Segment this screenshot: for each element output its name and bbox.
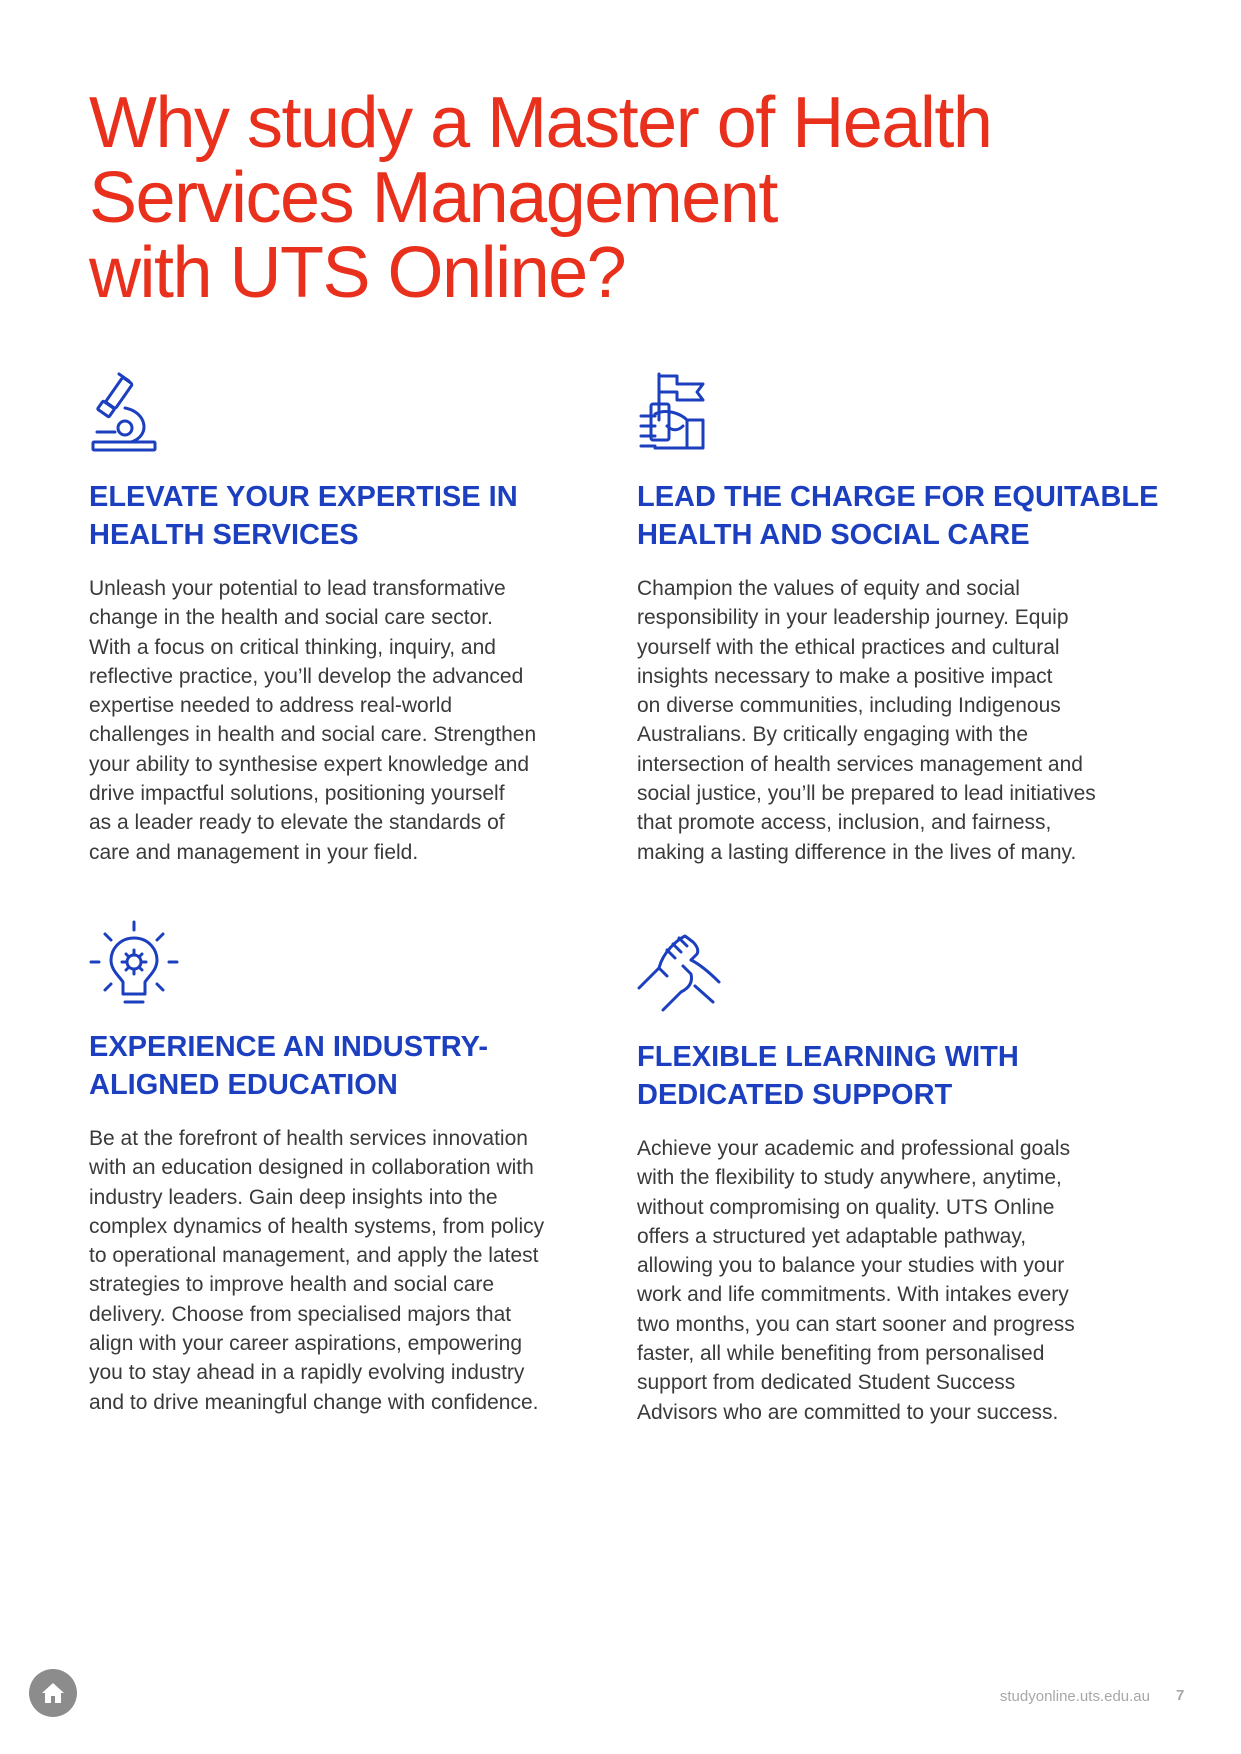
body-line: delivery. Choose from specialised majors that [89, 1302, 512, 1326]
body-line: strategies to improve health and social care [89, 1273, 495, 1297]
body-line: offers a structured yet adaptable pathway, [637, 1224, 1027, 1248]
body-line: with an education designed in collaboration with [89, 1156, 534, 1180]
heading-line: FLEXIBLE LEARNING WITH [637, 1041, 1019, 1073]
body-line: support from dedicated Student Success [637, 1371, 1016, 1395]
body-line: making a lasting difference in the lives of many. [637, 840, 1077, 864]
body-line: Be at the forefront of health services innovation [89, 1127, 528, 1150]
heading-line: HEALTH AND SOCIAL CARE [637, 519, 1030, 551]
body-line: change in the health and social care sector. [89, 606, 493, 630]
body-line: reflective practice, you’ll develop the advanced [89, 664, 524, 688]
body-line: with the flexibility to study anywhere, anytime, [637, 1166, 1062, 1190]
lightbulb-gear-icon [89, 920, 189, 1020]
feature-flexible [637, 930, 1157, 1427]
body-line: social justice, you’ll be prepared to lead initiatives [637, 782, 1096, 806]
body-line: yourself with the ethical practices and cultural [637, 635, 1060, 659]
feature-body [89, 1124, 609, 1417]
heading-line: LEAD THE CHARGE FOR EQUITABLE [637, 481, 1159, 513]
body-line: align with your career aspirations, empowering [89, 1332, 523, 1356]
body-line: responsibility in your leadership journey. Equip [637, 606, 1069, 630]
body-line: and to drive meaningful change with confidence. [89, 1390, 539, 1414]
title-line: Services Management [89, 158, 777, 238]
body-line: expertise needed to address real-world [89, 694, 453, 718]
heading-line: EXPERIENCE AN INDUSTRY- [89, 1031, 489, 1063]
feature-body [637, 574, 1157, 867]
page-number: 7 [1176, 1687, 1185, 1704]
body-line: Unleash your potential to lead transformative [89, 577, 506, 600]
feature-heading [89, 1028, 609, 1104]
hand-flag-icon [637, 370, 737, 460]
body-line: allowing you to balance your studies with your [637, 1254, 1065, 1278]
feature-body [89, 574, 609, 867]
body-line: on diverse communities, including Indigenous [637, 694, 1061, 718]
body-line: that promote access, inclusion, and fairness, [637, 811, 1052, 835]
feature-equity [637, 370, 1157, 867]
body-line: insights necessary to make a positive impact [637, 664, 1053, 688]
body-line: you to stay ahead in a rapidly evolving industry [89, 1361, 525, 1385]
handshake-icon [637, 930, 737, 1020]
heading-line: ELEVATE YOUR EXPERTISE IN [89, 481, 518, 513]
feature-body [637, 1134, 1157, 1427]
body-line: as a leader ready to elevate the standards of [89, 811, 505, 835]
body-line: Achieve your academic and professional goals [637, 1137, 1071, 1160]
body-line: challenges in health and social care. Strengthen [89, 723, 537, 747]
body-line: care and management in your field. [89, 840, 419, 864]
heading-line: ALIGNED EDUCATION [89, 1069, 398, 1101]
body-line: your ability to synthesise expert knowledge and [89, 752, 530, 776]
body-line: intersection of health services management and [637, 752, 1083, 776]
feature-expertise [89, 370, 609, 867]
body-line: to operational management, and apply the latest [89, 1244, 539, 1268]
body-line: drive impactful solutions, positioning yourself [89, 782, 505, 806]
title-line: Why study a Master of Health [89, 83, 992, 163]
body-line: Advisors who are committed to your success. [637, 1400, 1059, 1424]
heading-line: HEALTH SERVICES [89, 519, 359, 551]
body-line: Australians. By critically engaging with the [637, 723, 1029, 747]
title-line: with UTS Online? [89, 233, 626, 313]
body-line: With a focus on critical thinking, inquiry, and [89, 635, 496, 659]
feature-heading [637, 1038, 1157, 1114]
feature-industry [89, 930, 609, 1417]
feature-heading [637, 478, 1157, 554]
body-line: complex dynamics of health systems, from policy [89, 1214, 545, 1238]
footer-url[interactable]: studyonline.uts.edu.au [999, 1688, 1150, 1705]
page-title [89, 83, 1149, 313]
body-line: industry leaders. Gain deep insights into the [89, 1185, 498, 1209]
body-line: two months, you can start sooner and progress [637, 1312, 1075, 1336]
body-line: work and life commitments. With intakes every [637, 1283, 1069, 1307]
feature-heading [89, 478, 609, 554]
body-line: Champion the values of equity and social [637, 577, 1020, 600]
heading-line: DEDICATED SUPPORT [637, 1079, 953, 1111]
body-line: without compromising on quality. UTS Online [637, 1195, 1055, 1219]
home-button[interactable] [29, 1669, 77, 1717]
microscope-icon [89, 370, 189, 460]
body-line: faster, all while benefiting from personalised [637, 1342, 1045, 1366]
home-icon [40, 1681, 66, 1705]
